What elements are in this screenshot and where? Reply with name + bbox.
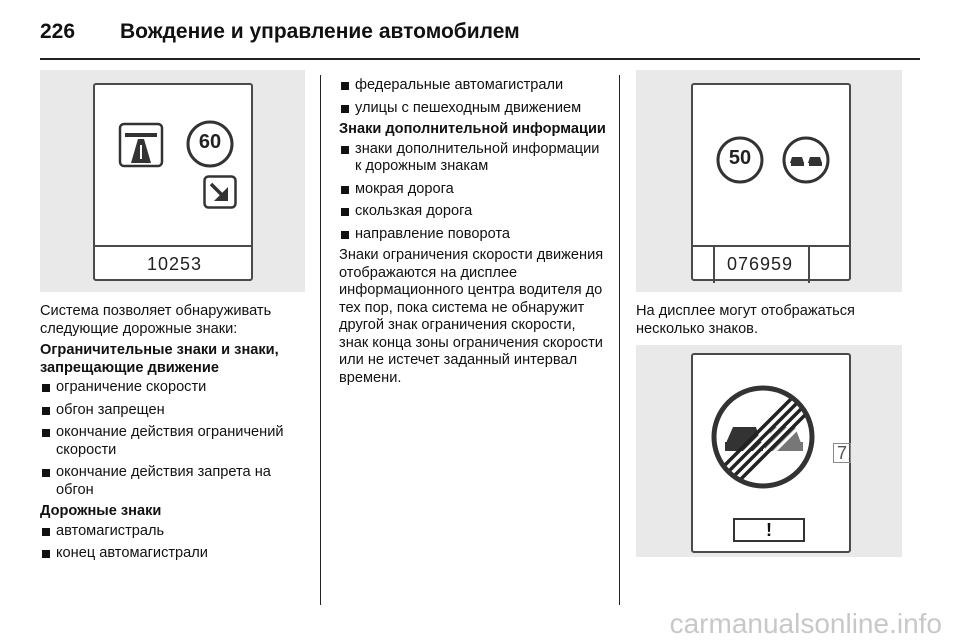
figure-1-display [93,83,253,281]
speed-limit-paragraph: Знаки ограничения скорости движения отображаются на дисплее информационного центра водителя до тех пор, пока система не обнаружит другой знак ограничения скорости, знак конца зоны ограничения скорости или не истечет заданный интервал времени. [339,247,604,386]
speed-limit-value: 50 [728,147,752,169]
left-column [40,303,305,563]
page-number: 226 [40,20,76,43]
side-mark-label: 7 [833,443,851,463]
supplementary-plate [733,518,805,542]
figure-3-display [691,353,851,553]
figure-2-code: 076959 [727,254,794,274]
watermark: carmanualsonline.info [669,608,942,639]
list-item: окончание действия запрета на обгон [40,464,305,499]
list-item: автомагистраль [40,523,305,541]
figure-2-display [691,83,851,281]
middle-column [339,72,607,387]
speed-limit-value: 60 [198,131,222,153]
figure-1-panel [40,70,305,292]
list-item: скользкая дорога [339,203,607,221]
section1-title: Ограничительные знаки и знаки, запрещающие движение [40,342,279,376]
figure-2-panel [636,70,902,292]
header-rule [40,58,920,60]
list-item: улицы с пешеходным движением [339,100,607,118]
section2-title: Дорожные знаки [40,503,162,519]
section3-title: Знаки дополнительной информации [339,121,606,137]
end-of-no-overtaking-sign-icon [711,385,815,489]
list-item: знаки дополнительной информации к дорожным знакам [339,141,607,176]
figure-2-code-box [693,245,849,281]
list-item: мокрая дорога [339,181,607,199]
no-overtaking-sign-icon [781,135,831,185]
supplementary-plate-text: ! [766,520,772,540]
list-item: конец автомагистрали [40,545,305,563]
list-item: ограничение скорости [40,379,305,397]
code-box-divider [808,247,810,283]
turn-arrow-sign-icon [203,175,237,209]
figure-1-code-box [95,245,251,281]
section2-list [40,523,305,563]
section3-list [339,141,607,244]
right-caption [636,303,901,338]
list-item: окончание действия ограничений скорости [40,424,305,459]
caption-text: На дисплее могут отображаться несколько знаков. [636,303,855,337]
figure-1-code: 10253 [147,254,203,274]
page-title: Вождение и управление автомобилем [120,20,520,43]
figure-3-panel [636,345,902,557]
intro-text: Система позволяет обнаруживать следующие дорожные знаки: [40,303,272,337]
motorway-sign-icon [119,123,163,167]
middle-top-list [339,77,607,117]
list-item: обгон запрещен [40,402,305,420]
section1-list [40,379,305,499]
column-divider-right [619,75,620,605]
column-divider-left [320,75,321,605]
list-item: федеральные автомагистрали [339,77,607,95]
list-item: направление поворота [339,226,607,244]
code-box-divider [713,247,715,283]
